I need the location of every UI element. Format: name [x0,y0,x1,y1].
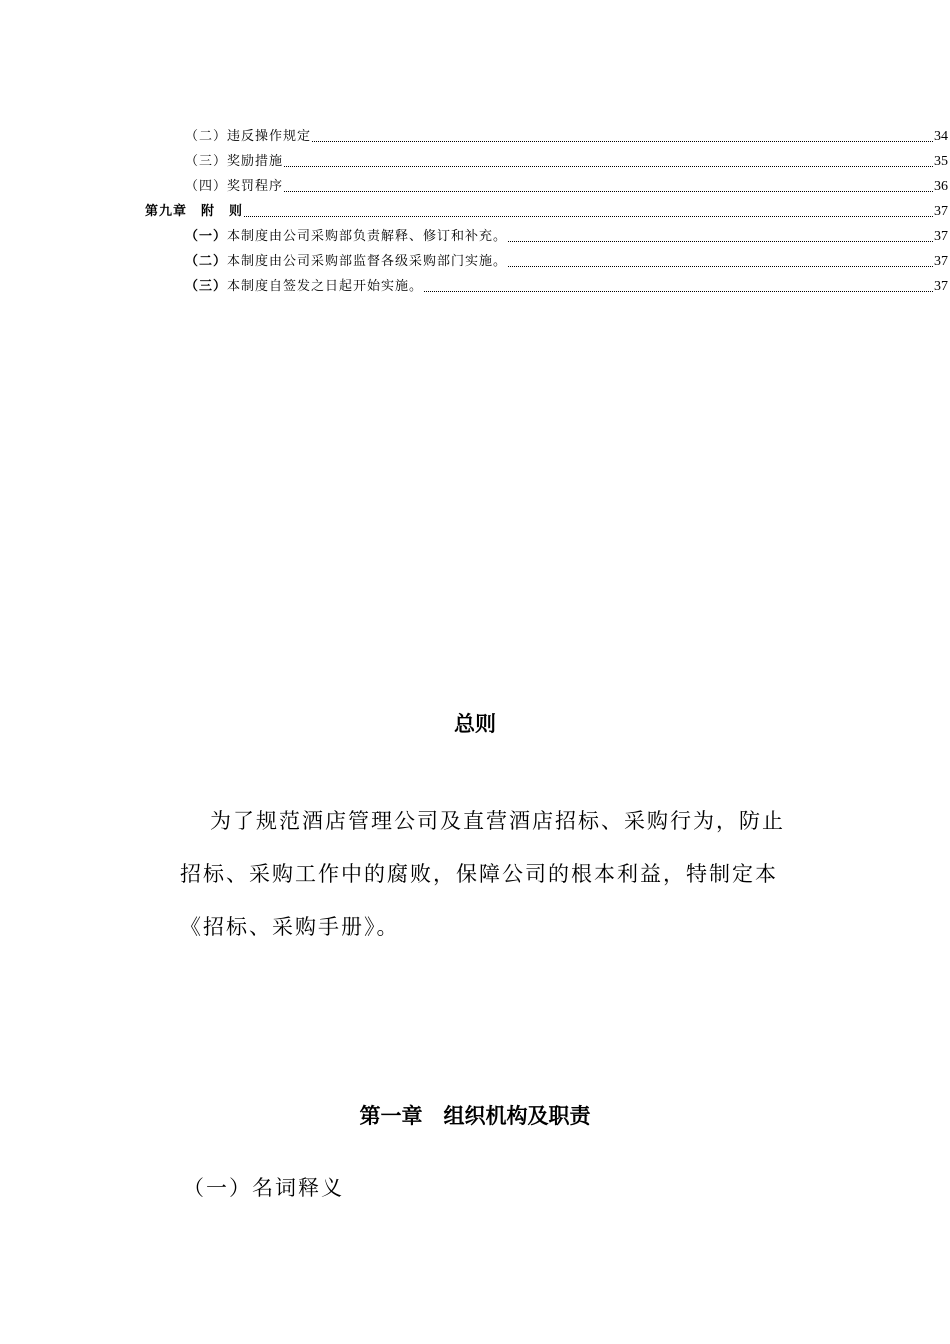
toc-entry[interactable] [185,177,948,197]
toc-entry-label: 本制度由公司采购部监督各级采购部门实施。 [227,254,508,269]
toc-page-number: 37 [934,254,948,269]
toc-entry[interactable] [185,127,948,147]
toc-entry-prefix: （二） [185,254,228,269]
toc-page-number: 37 [934,229,948,244]
section-heading: （一）名词释义 [183,1176,344,1200]
toc-entry[interactable] [185,252,948,272]
toc-leader-dots [424,291,933,292]
toc-entry[interactable] [185,227,948,247]
toc-page-number: 36 [934,179,948,194]
toc-leader-dots [284,166,933,167]
toc-entry[interactable] [185,277,948,297]
general-provisions-title: 总则 [454,711,496,736]
toc-leader-dots [508,241,933,242]
paragraph-line: 招标、采购工作中的腐败，保障公司的根本利益，特制定本 [180,862,778,886]
toc-page-number: 35 [934,154,948,169]
toc-page-number: 37 [934,204,948,219]
toc-entry-prefix: （一） [185,229,228,244]
toc-leader-dots [312,141,933,142]
toc-leader-dots [244,216,933,217]
toc-leader-dots [284,191,933,192]
paragraph-line: 《招标、采购手册》。 [180,915,400,939]
toc-page-number: 34 [934,129,948,144]
toc-entry-label: （二）违反操作规定 [185,129,312,144]
toc-entry-label: 第九章 附 则 [145,204,244,219]
general-provisions-paragraph [180,795,785,954]
toc-entry-label: （四）奖罚程序 [185,179,284,194]
toc-entry-label: 本制度由公司采购部负责解释、修订和补充。 [227,229,508,244]
toc-entry-label: 本制度自签发之日起开始实施。 [227,279,424,294]
toc-page-number: 37 [934,279,948,294]
toc-leader-dots [508,266,933,267]
toc-entry[interactable] [185,152,948,172]
paragraph-line: 为了规范酒店管理公司及直营酒店招标、采购行为，防止 [210,809,785,833]
chapter-title: 第一章 组织机构及职责 [359,1103,591,1128]
toc-chapter-entry[interactable] [145,202,948,222]
toc-entry-prefix: （三） [185,279,228,294]
toc-entry-label: （三）奖励措施 [185,154,284,169]
